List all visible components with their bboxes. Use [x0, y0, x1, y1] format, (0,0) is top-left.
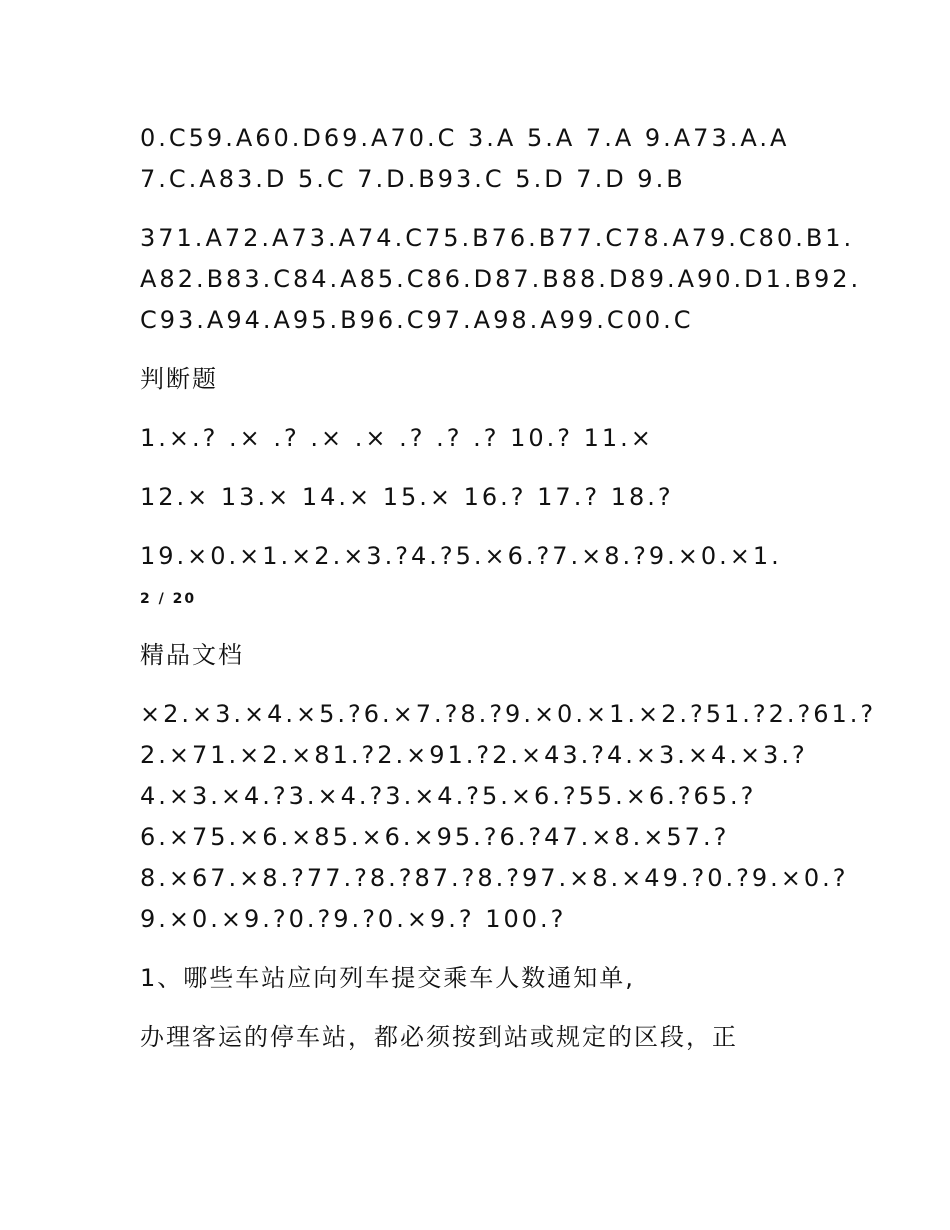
- document-page: [140, 118, 877, 1076]
- text-line: C93.A94.A95.B96.C97.A98.A99.C00.C: [140, 306, 694, 334]
- page-number: 2 / 20: [140, 591, 197, 607]
- answer-block-1: [140, 118, 840, 200]
- answer-1-text: 办理客运的停车站，都必须按到站或规定的区段，正: [140, 1023, 738, 1051]
- question-1: 1、哪些车站应向列车提交乘车人数通知单,: [140, 964, 635, 992]
- text-line: ×2.×3.×4.×5.?6.×7.?8.?9.×0.×1.×2.?51.?2.?61.?: [140, 700, 877, 728]
- answer-block-2: [140, 218, 862, 341]
- judgment-heading: 判断题: [140, 365, 218, 393]
- text-line: 0.C59.A60.D69.A70.C 3.A 5.A 7.A 9.A73.A.A: [140, 124, 790, 152]
- text-line: 9.×0.×9.?0.?9.?0.×9.? 100.?: [140, 905, 567, 933]
- text-line: 6.×75.×6.×85.×6.×95.?6.?47.×8.×57.?: [140, 823, 730, 851]
- judgment-line-2: 12.× 13.× 14.× 15.× 16.? 17.? 18.?: [140, 483, 674, 511]
- text-line: A82.B83.C84.A85.C86.D87.B88.D89.A90.D1.B92.: [140, 265, 862, 293]
- judgment-line-1: 1.×.? .× .? .× .× .? .? .? 10.? 11.×: [140, 424, 654, 452]
- answer-block-3: [140, 694, 877, 940]
- text-line: 4.×3.×4.?3.×4.?3.×4.?5.×6.?55.×6.?65.?: [140, 782, 757, 810]
- watermark-heading: 精品文档: [140, 641, 244, 669]
- judgment-line-3: 19.×0.×1.×2.×3.?4.?5.×6.?7.×8.?9.×0.×1.: [140, 542, 782, 570]
- text-line: 371.A72.A73.A74.C75.B76.B77.C78.A79.C80.B1.: [140, 224, 855, 252]
- text-line: 8.×67.×8.?77.?8.?87.?8.?97.×8.×49.?0.?9.×0.?: [140, 864, 849, 892]
- text-line: 2.×71.×2.×81.?2.×91.?2.×43.?4.×3.×4.×3.?: [140, 741, 808, 769]
- text-line: 7.C.A83.D 5.C 7.D.B93.C 5.D 7.D 9.B: [140, 165, 686, 193]
